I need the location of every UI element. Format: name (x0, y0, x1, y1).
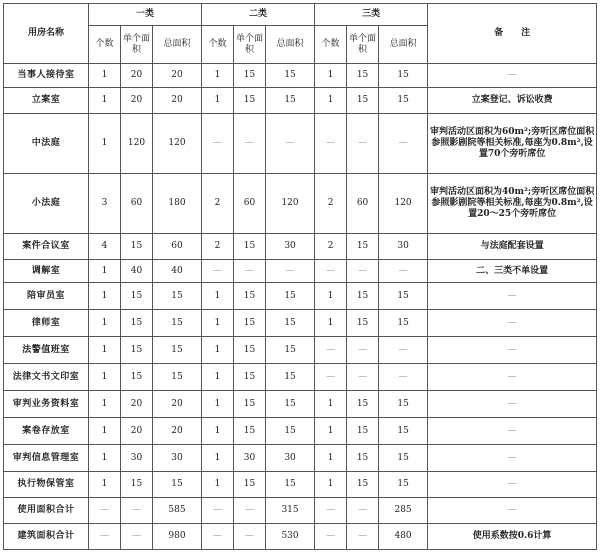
room-name-cell: 案卷存放室 (4, 418, 89, 445)
value-cell: 15 (266, 283, 315, 310)
value-cell: — (89, 498, 121, 524)
value-cell: 15 (266, 88, 315, 114)
value-cell: 480 (379, 524, 428, 550)
remark-cell: — (428, 391, 597, 418)
room-name-cell: 审判信息管理室 (4, 445, 89, 472)
value-cell: — (379, 260, 428, 283)
value-cell: — (202, 524, 234, 550)
value-cell: 180 (153, 174, 202, 234)
value-cell: 15 (266, 337, 315, 364)
value-cell: 15 (121, 364, 153, 391)
room-name-cell: 案件合议室 (4, 234, 89, 260)
remark-cell: 二、三类不单设置 (428, 260, 597, 283)
value-cell: 315 (266, 498, 315, 524)
room-name-cell: 审判业务资料室 (4, 391, 89, 418)
value-cell: — (347, 337, 379, 364)
header-class-2: 二类 (202, 4, 315, 26)
value-cell: 20 (153, 88, 202, 114)
room-name-cell: 小法庭 (4, 174, 89, 234)
value-cell: 20 (121, 88, 153, 114)
table-body (4, 64, 597, 550)
value-cell: 120 (153, 114, 202, 174)
room-name-cell: 立案室 (4, 88, 89, 114)
room-name-cell: 法律文书文印室 (4, 364, 89, 391)
value-cell: 15 (234, 364, 266, 391)
value-cell: 15 (379, 64, 428, 88)
value-cell: — (379, 337, 428, 364)
value-cell: 1 (315, 391, 347, 418)
value-cell: 20 (153, 391, 202, 418)
remark-cell: — (428, 498, 597, 524)
value-cell: 15 (121, 472, 153, 498)
header-row-1 (4, 4, 597, 26)
value-cell: 2 (202, 234, 234, 260)
header-class-1: 一类 (89, 4, 202, 26)
value-cell: — (121, 524, 153, 550)
value-cell: 120 (121, 114, 153, 174)
value-cell: 60 (347, 174, 379, 234)
header-room-name: 用房名称 (4, 4, 89, 64)
value-cell: 1 (315, 310, 347, 337)
value-cell: 1 (202, 445, 234, 472)
value-cell: 15 (347, 391, 379, 418)
value-cell: 15 (379, 283, 428, 310)
value-cell: — (266, 260, 315, 283)
remark-cell: — (428, 337, 597, 364)
value-cell: 15 (266, 391, 315, 418)
value-cell: 30 (379, 234, 428, 260)
room-name-cell: 执行物保管室 (4, 472, 89, 498)
value-cell: 1 (202, 337, 234, 364)
value-cell: 15 (379, 445, 428, 472)
remark-cell: — (428, 310, 597, 337)
value-cell: — (379, 114, 428, 174)
header-count-2: 个数 (202, 26, 234, 64)
value-cell: 15 (266, 418, 315, 445)
header-unit-area-2: 单个面积 (234, 26, 266, 64)
value-cell: — (315, 524, 347, 550)
header-remark: 备 注 (428, 4, 597, 64)
value-cell: — (347, 498, 379, 524)
value-cell: 15 (121, 337, 153, 364)
value-cell: — (266, 114, 315, 174)
room-name-cell: 当事人接待室 (4, 64, 89, 88)
value-cell: 15 (234, 310, 266, 337)
value-cell: 15 (234, 64, 266, 88)
remark-cell: 与法庭配套设置 (428, 234, 597, 260)
value-cell: — (89, 524, 121, 550)
table-row (4, 64, 597, 88)
value-cell: 120 (379, 174, 428, 234)
value-cell: — (315, 364, 347, 391)
room-area-table-container (3, 3, 597, 550)
value-cell: 15 (234, 234, 266, 260)
remark-cell: — (428, 64, 597, 88)
value-cell: 15 (347, 234, 379, 260)
value-cell: 15 (379, 310, 428, 337)
value-cell: 1 (202, 310, 234, 337)
value-cell: 15 (153, 337, 202, 364)
room-name-cell: 调解室 (4, 260, 89, 283)
value-cell: 20 (121, 391, 153, 418)
value-cell: 2 (315, 234, 347, 260)
value-cell: 40 (153, 260, 202, 283)
remark-cell: — (428, 445, 597, 472)
value-cell: 285 (379, 498, 428, 524)
header-total-area-1: 总面积 (153, 26, 202, 64)
value-cell: 1 (89, 337, 121, 364)
value-cell: — (202, 260, 234, 283)
table-row (4, 260, 597, 283)
value-cell: 15 (347, 445, 379, 472)
remark-cell: 审判活动区面积为60m²;旁听区席位面积参照影剧院等相关标准,每座为0.8m²,设置70个旁听席位 (428, 114, 597, 174)
table-row (4, 418, 597, 445)
value-cell: 15 (379, 88, 428, 114)
header-total-area-2: 总面积 (266, 26, 315, 64)
value-cell: 15 (153, 310, 202, 337)
value-cell: 1 (89, 391, 121, 418)
value-cell: 1 (89, 114, 121, 174)
value-cell: 15 (121, 310, 153, 337)
value-cell: 15 (153, 472, 202, 498)
value-cell: 1 (89, 283, 121, 310)
value-cell: — (347, 260, 379, 283)
value-cell: 15 (347, 64, 379, 88)
table-row (4, 472, 597, 498)
value-cell: 30 (266, 445, 315, 472)
value-cell: 120 (266, 174, 315, 234)
value-cell: 20 (153, 64, 202, 88)
value-cell: 1 (89, 310, 121, 337)
header-unit-area-3: 单个面积 (347, 26, 379, 64)
table-row (4, 337, 597, 364)
value-cell: 15 (266, 472, 315, 498)
value-cell: 15 (379, 418, 428, 445)
table-row (4, 445, 597, 472)
value-cell: 15 (234, 283, 266, 310)
value-cell: 20 (121, 64, 153, 88)
value-cell: 1 (89, 445, 121, 472)
value-cell: — (234, 524, 266, 550)
value-cell: 15 (347, 88, 379, 114)
room-name-cell: 建筑面积合计 (4, 524, 89, 550)
value-cell: 15 (121, 234, 153, 260)
value-cell: 15 (234, 337, 266, 364)
value-cell: 1 (202, 364, 234, 391)
header-class-3: 三类 (315, 4, 428, 26)
value-cell: — (315, 498, 347, 524)
value-cell: — (202, 498, 234, 524)
value-cell: — (315, 114, 347, 174)
value-cell: — (234, 498, 266, 524)
value-cell: — (379, 364, 428, 391)
table-row (4, 391, 597, 418)
value-cell: — (315, 337, 347, 364)
value-cell: 30 (153, 445, 202, 472)
header-count-1: 个数 (89, 26, 121, 64)
value-cell: 1 (315, 283, 347, 310)
table-row (4, 498, 597, 524)
value-cell: 15 (153, 283, 202, 310)
value-cell: 4 (89, 234, 121, 260)
value-cell: 1 (89, 88, 121, 114)
header-total-area-3: 总面积 (379, 26, 428, 64)
table-row (4, 524, 597, 550)
header-unit-area-1: 单个面积 (121, 26, 153, 64)
room-name-cell: 使用面积合计 (4, 498, 89, 524)
value-cell: 1 (89, 64, 121, 88)
room-name-cell: 法警值班室 (4, 337, 89, 364)
table-row (4, 283, 597, 310)
table-row (4, 174, 597, 234)
value-cell: 30 (234, 445, 266, 472)
table-row (4, 114, 597, 174)
value-cell: — (121, 498, 153, 524)
value-cell: — (347, 524, 379, 550)
value-cell: 15 (379, 391, 428, 418)
value-cell: 15 (266, 310, 315, 337)
remark-cell: 审判活动区面积为40m²;旁听区席位面积参照影剧院等相关标准,每座为0.8m²,设置20～25个旁听席位 (428, 174, 597, 234)
value-cell: 1 (315, 88, 347, 114)
value-cell: 15 (234, 472, 266, 498)
value-cell: 30 (121, 445, 153, 472)
remark-cell: 立案登记、诉讼收费 (428, 88, 597, 114)
value-cell: 20 (153, 418, 202, 445)
value-cell: 15 (347, 283, 379, 310)
value-cell: 530 (266, 524, 315, 550)
value-cell: 15 (379, 472, 428, 498)
value-cell: 1 (202, 472, 234, 498)
value-cell: 15 (266, 64, 315, 88)
value-cell: 1 (202, 283, 234, 310)
value-cell: — (347, 364, 379, 391)
value-cell: 1 (202, 64, 234, 88)
value-cell: 1 (202, 391, 234, 418)
value-cell: 60 (153, 234, 202, 260)
value-cell: 980 (153, 524, 202, 550)
value-cell: 2 (315, 174, 347, 234)
value-cell: 1 (89, 364, 121, 391)
header-count-3: 个数 (315, 26, 347, 64)
room-name-cell: 中法庭 (4, 114, 89, 174)
remark-cell: — (428, 418, 597, 445)
value-cell: 40 (121, 260, 153, 283)
value-cell: 2 (202, 174, 234, 234)
table-row (4, 88, 597, 114)
table-row (4, 364, 597, 391)
table-row (4, 234, 597, 260)
value-cell: — (234, 260, 266, 283)
value-cell: 15 (266, 364, 315, 391)
value-cell: 1 (315, 64, 347, 88)
remark-cell: — (428, 364, 597, 391)
remark-cell: — (428, 283, 597, 310)
value-cell: 15 (347, 310, 379, 337)
value-cell: 3 (89, 174, 121, 234)
value-cell: 15 (234, 418, 266, 445)
value-cell: 15 (347, 472, 379, 498)
value-cell: 15 (121, 283, 153, 310)
table-row (4, 310, 597, 337)
value-cell: 1 (315, 472, 347, 498)
value-cell: 30 (266, 234, 315, 260)
value-cell: 1 (89, 418, 121, 445)
value-cell: 1 (89, 260, 121, 283)
value-cell: 15 (234, 391, 266, 418)
value-cell: 585 (153, 498, 202, 524)
value-cell: 60 (121, 174, 153, 234)
value-cell: — (234, 114, 266, 174)
value-cell: — (347, 114, 379, 174)
value-cell: 1 (202, 88, 234, 114)
remark-cell: 使用系数按0.6计算 (428, 524, 597, 550)
value-cell: 60 (234, 174, 266, 234)
value-cell: 1 (315, 445, 347, 472)
room-name-cell: 陪审员室 (4, 283, 89, 310)
value-cell: 1 (89, 472, 121, 498)
room-name-cell: 律师室 (4, 310, 89, 337)
value-cell: 1 (315, 418, 347, 445)
room-area-table (3, 3, 597, 550)
value-cell: 20 (121, 418, 153, 445)
value-cell: — (202, 114, 234, 174)
value-cell: — (315, 260, 347, 283)
value-cell: 15 (347, 418, 379, 445)
value-cell: 1 (202, 418, 234, 445)
value-cell: 15 (234, 88, 266, 114)
value-cell: 15 (153, 364, 202, 391)
remark-cell: — (428, 472, 597, 498)
